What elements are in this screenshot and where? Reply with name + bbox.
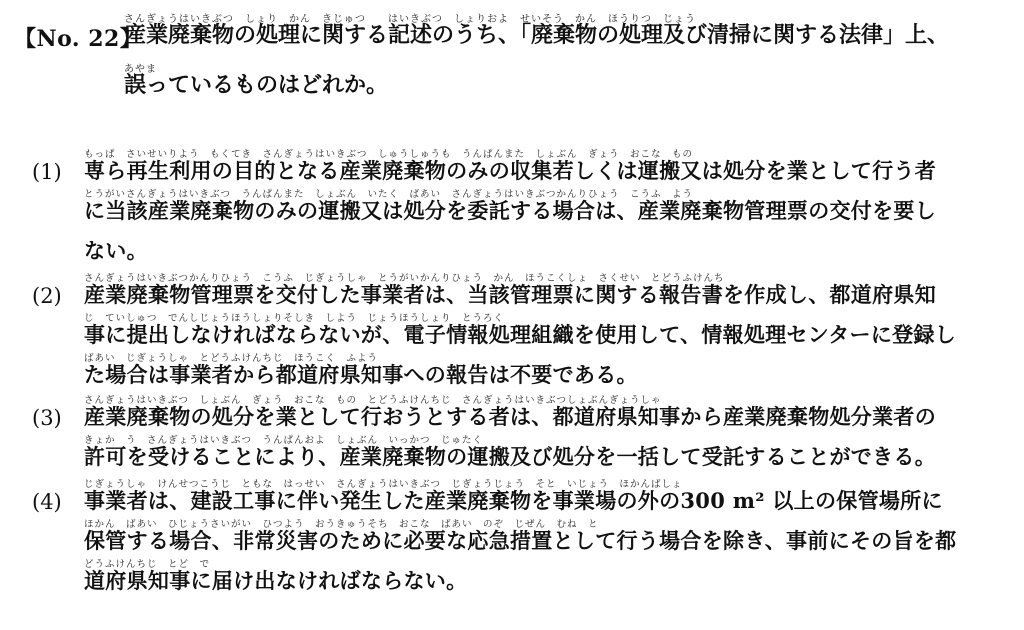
- question-text-line-1: 産業廃棄物の処理に関する記述のうち、「廃棄物の処理及び清掃に関する法律」上、: [124, 22, 950, 48]
- option-2-line-2: 事に提出しなければならないが、電子情報処理組織を使用して、情報処理センターに登録し: [84, 322, 957, 347]
- option-1-label: (1): [32, 160, 62, 184]
- option-2-ruby-1: さんぎょうはいきぶつかんりひょう こうふ じぎょうしゃ とうがいかんりひょう かん ほうこくしょ さくせい とどうふけんち: [84, 273, 725, 284]
- option-4-ruby-2: ほかん ばあい ひじょうさいがい ひつよう おうきゅうそち おこな ばあい のぞ じぜん むね と: [84, 519, 599, 530]
- option-3-line-1: 産業廃棄物の処分を業として行おうとする者は、都道府県知事から産業廃棄物処分業者の: [84, 404, 936, 429]
- option-2-ruby-3: ばあい じぎょうしゃ とどうふけんちじ ほうこく ふよう: [84, 353, 379, 364]
- option-3-ruby-2: きょか う さんぎょうはいきぶつ うんぱんおよ しょぶん いっかつ じゅたく: [84, 435, 484, 446]
- option-1-line-3: ない。: [84, 238, 148, 263]
- question-number: 【No. 22】: [14, 26, 143, 52]
- question-ruby-line-1: さんぎょうはいきぶつ しょり かん きじゅつ はいきぶつ しょりおよ せいそう かん ほうりつ じょう: [124, 14, 696, 25]
- option-4-ruby-3: どうふけんちじ とど で: [84, 559, 211, 570]
- option-1-line-1: 専ら再生利用の目的となる産業廃棄物のみの収集若しくは運搬又は処分を業として行う者: [84, 158, 936, 183]
- option-4-label: (4): [32, 490, 62, 514]
- option-4-ruby-1: じぎょうしゃ けんせつこうじ ともな はっせい さんぎょうはいきぶつ じぎょうじょう そと いじょう ほかんばしょ: [84, 479, 683, 490]
- option-4-line-2: 保管する場合、非常災害のために必要な応急措置として行う場合を除き、事前にその旨を都: [84, 528, 957, 553]
- option-1-ruby-1: もっぱ さいせいりよう もくてき さんぎょうはいきぶつ しゅうしゅうも うんぱんまた しょぶん ぎょう おこな もの: [84, 149, 694, 160]
- option-1-ruby-2: とうがいさんぎょうはいきぶつ うんぱんまた しょぶん いたく ばあい さんぎょうはいきぶつかんりひょう こうふ よう: [84, 189, 694, 200]
- option-2-ruby-2: じ ていしゅつ でんしじょうほうしょりそしき しよう じょうほうしょり とうろく: [84, 313, 505, 324]
- option-1-line-2: に当該産業廃棄物のみの運搬又は処分を委託する場合は、産業廃棄物管理票の交付を要し: [84, 198, 936, 223]
- option-4-line-3: 道府県知事に届け出なければならない。: [84, 568, 468, 593]
- option-4-line-1: 事業者は、建設工事に伴い発生した産業廃棄物を事業場の外の300 m² 以上の保管場所に: [84, 488, 943, 513]
- option-3-label: (3): [32, 406, 62, 430]
- option-2-line-3: た場合は事業者から都道府県知事への報告は不要である。: [84, 362, 638, 387]
- option-3-line-2: 許可を受けることにより、産業廃棄物の運搬及び処分を一括して受託することができる。: [84, 444, 936, 469]
- option-2-label: (2): [32, 284, 62, 308]
- option-2-line-1: 産業廃棄物管理票を交付した事業者は、当該管理票に関する報告書を作成し、都道府県知: [84, 282, 936, 307]
- option-3-ruby-1: さんぎょうはいきぶつ しょぶん ぎょう おこな もの とどうふけんちじ さんぎょうはいきぶつしょぶんぎょうしゃ: [84, 395, 662, 406]
- question-ruby-line-2: あやま: [124, 64, 157, 75]
- question-text-line-2: 誤っているものはどれか。: [124, 72, 389, 98]
